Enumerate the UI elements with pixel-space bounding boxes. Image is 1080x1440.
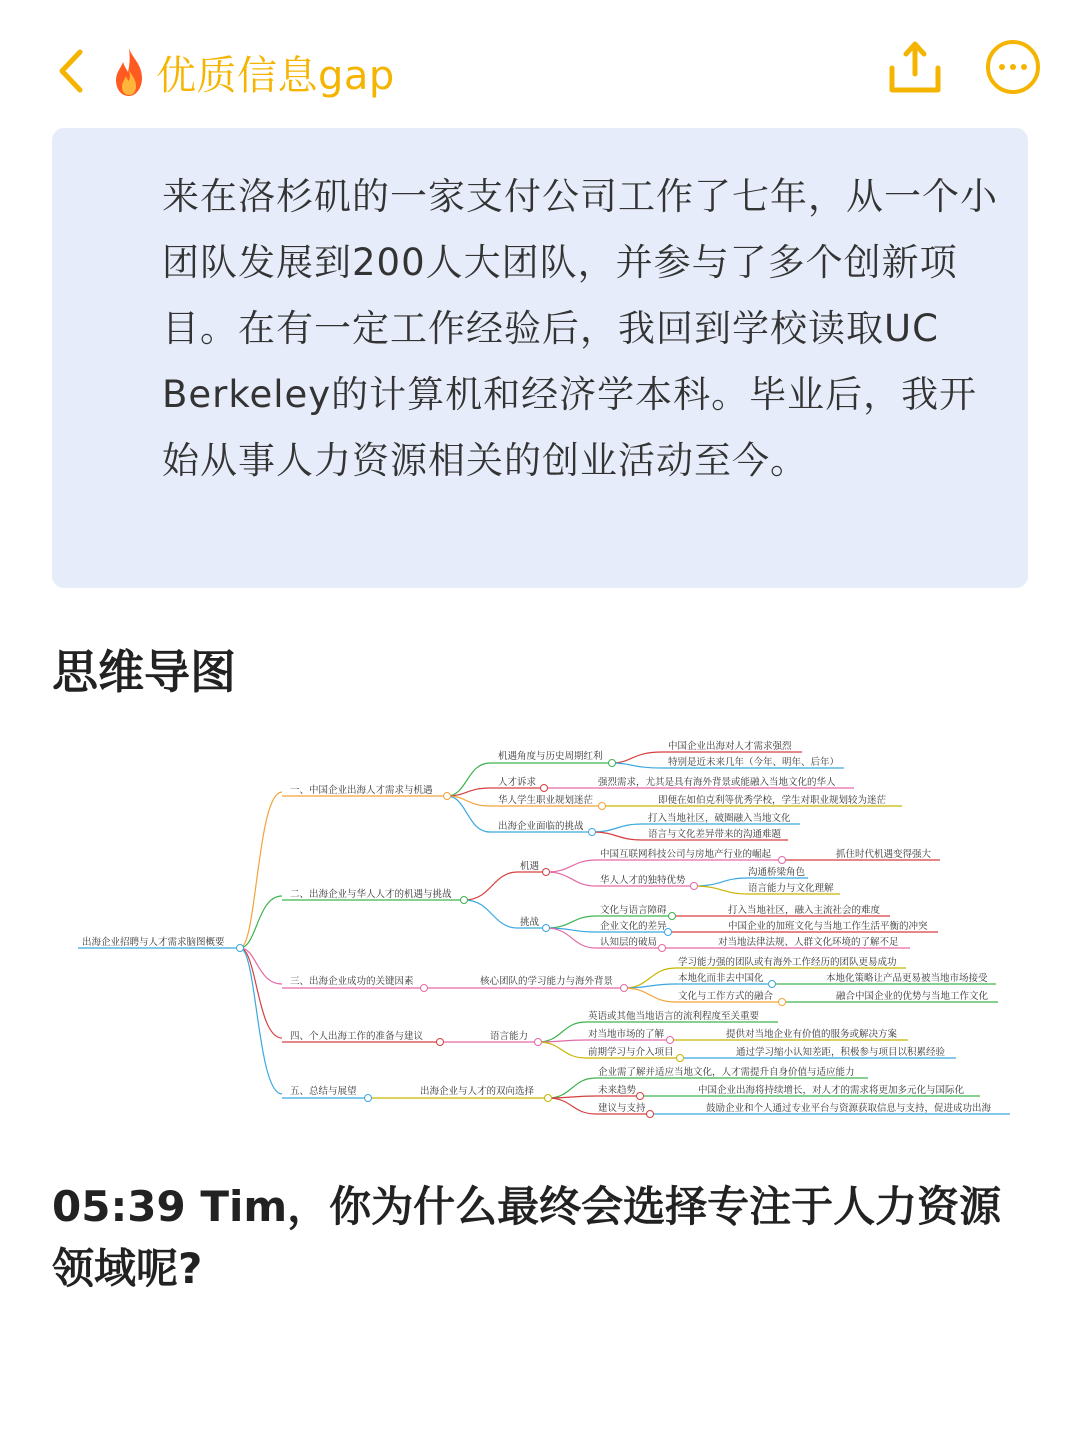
mindmap-leaf: 打入当地社区，融入主流社会的难度 [728, 905, 881, 916]
mindmap-node: 企业文化的差异 [600, 921, 667, 932]
mindmap-node: 语言能力 [490, 1031, 529, 1042]
mindmap-node: 前期学习与介入项目 [588, 1047, 674, 1058]
mindmap-node: 挑战 [520, 917, 540, 928]
section-title: 思维导图 [52, 645, 236, 699]
mindmap-branch-2: 二、出海企业与华人人才的机遇与挑战 [290, 889, 452, 900]
quote-text: 来在洛杉矶的一家支付公司工作了七年，从一个小团队发展到200人大团队，并参与了多个创新项目。在有一定工作经验后，我回到学校读取UC Berkeley的计算机和经济学本科。毕业后，我开始从事人力资源相关的创业活动至今。 [162, 175, 998, 482]
mindmap-node: 出海企业与人才的双向选择 [420, 1086, 535, 1097]
mindmap-leaf: 通过学习缩小认知差距，积极参与项目以积累经验 [736, 1047, 946, 1058]
mindmap-node: 机遇 [520, 861, 540, 872]
mindmap-branch-3: 三、出海企业成功的关键因素 [290, 976, 414, 987]
mindmap-node: 出海企业面临的挑战 [498, 821, 584, 832]
more-options-button[interactable] [986, 40, 1040, 94]
top-bar [0, 0, 1080, 130]
mindmap-leaf: 语言能力与文化理解 [748, 883, 834, 894]
mindmap-node: 华人人才的独特优势 [600, 875, 686, 886]
question-heading: 05:39 Tim，你为什么最终会选择专注于人力资源领域呢? [52, 1182, 1002, 1293]
share-icon[interactable] [886, 38, 944, 98]
mindmap-leaf: 沟通桥梁角色 [748, 867, 806, 878]
mindmap-branch-5: 五、总结与展望 [290, 1086, 357, 1097]
mindmap-leaf: 对当地法律法规、人群文化环境的了解不足 [718, 937, 899, 948]
mindmap-leaf: 强烈需求，尤其是具有海外背景或能融入当地文化的华人 [598, 777, 836, 788]
mindmap-node: 机遇角度与历史周期红利 [498, 751, 603, 762]
mindmap-leaf: 中国企业出海对人才需求强烈 [668, 741, 792, 752]
title-area[interactable] [108, 40, 395, 104]
mindmap-leaf: 提供对当地企业有价值的服务或解决方案 [726, 1029, 898, 1040]
mindmap-node: 中国互联网科技公司与房地产行业的崛起 [600, 849, 772, 860]
mindmap-node: 人才诉求 [498, 777, 537, 788]
mindmap-branch-4: 四、个人出海工作的准备与建议 [290, 1031, 424, 1042]
mindmap-leaf: 企业需了解并适应当地文化，人才需提升自身价值与适应能力 [598, 1067, 855, 1078]
mindmap-leaf: 语言与文化差异带来的沟通难题 [648, 829, 782, 840]
fire-icon [108, 46, 150, 98]
mindmap-leaf: 打入当地社区，破圈融入当地文化 [648, 813, 791, 824]
mindmap-node: 建议与支持 [598, 1103, 646, 1114]
mindmap-node: 未来趋势 [598, 1085, 637, 1096]
mindmap-leaf: 中国企业出海将持续增长，对人才的需求将更加多元化与国际化 [698, 1085, 965, 1096]
mindmap-node: 华人学生职业规划迷茫 [498, 795, 594, 806]
mindmap-node: 文化与语言障碍 [600, 905, 667, 916]
mindmap-leaf: 本地化策略让产品更易被当地市场接受 [826, 973, 988, 984]
mindmap-leaf: 即便在如伯克利等优秀学校，学生对职业规划较为迷茫 [658, 795, 887, 806]
mindmap-leaf: 抓住时代机遇变得强大 [836, 849, 932, 860]
dot-icon [999, 64, 1005, 70]
app-title: 优质信息gap [156, 52, 395, 99]
mindmap-node: 本地化而非去中国化 [678, 973, 764, 984]
mindmap-node: 对当地市场的了解 [588, 1029, 665, 1040]
mindmap-node: 文化与工作方式的融合 [678, 991, 774, 1002]
mindmap-leaf: 英语或其他当地语言的流利程度至关重要 [588, 1011, 760, 1022]
mindmap-leaf: 中国企业的加班文化与当地工作生活平衡的冲突 [728, 921, 928, 932]
mindmap-leaf: 鼓励企业和个人通过专业平台与资源获取信息与支持，促进成功出海 [706, 1103, 992, 1114]
dot-icon [1021, 64, 1027, 70]
mindmap-node: 核心团队的学习能力与海外背景 [480, 976, 614, 987]
back-chevron-icon[interactable] [50, 46, 94, 96]
mindmap-leaf: 特别是近未来几年（今年、明年、后年） [668, 757, 840, 768]
mindmap-leaf: 融合中国企业的优势与当地工作文化 [836, 991, 989, 1002]
mindmap-branch-1: 一、中国企业出海人才需求与机遇 [290, 785, 433, 796]
dot-icon [1010, 64, 1016, 70]
mind-map-image [72, 728, 1016, 1128]
mindmap-root: 出海企业招聘与人才需求脑图概要 [82, 937, 225, 948]
mindmap-leaf: 学习能力强的团队或有海外工作经历的团队更易成功 [678, 957, 897, 968]
mindmap-node: 认知层的破局 [600, 937, 658, 948]
quote-card [52, 128, 1028, 588]
